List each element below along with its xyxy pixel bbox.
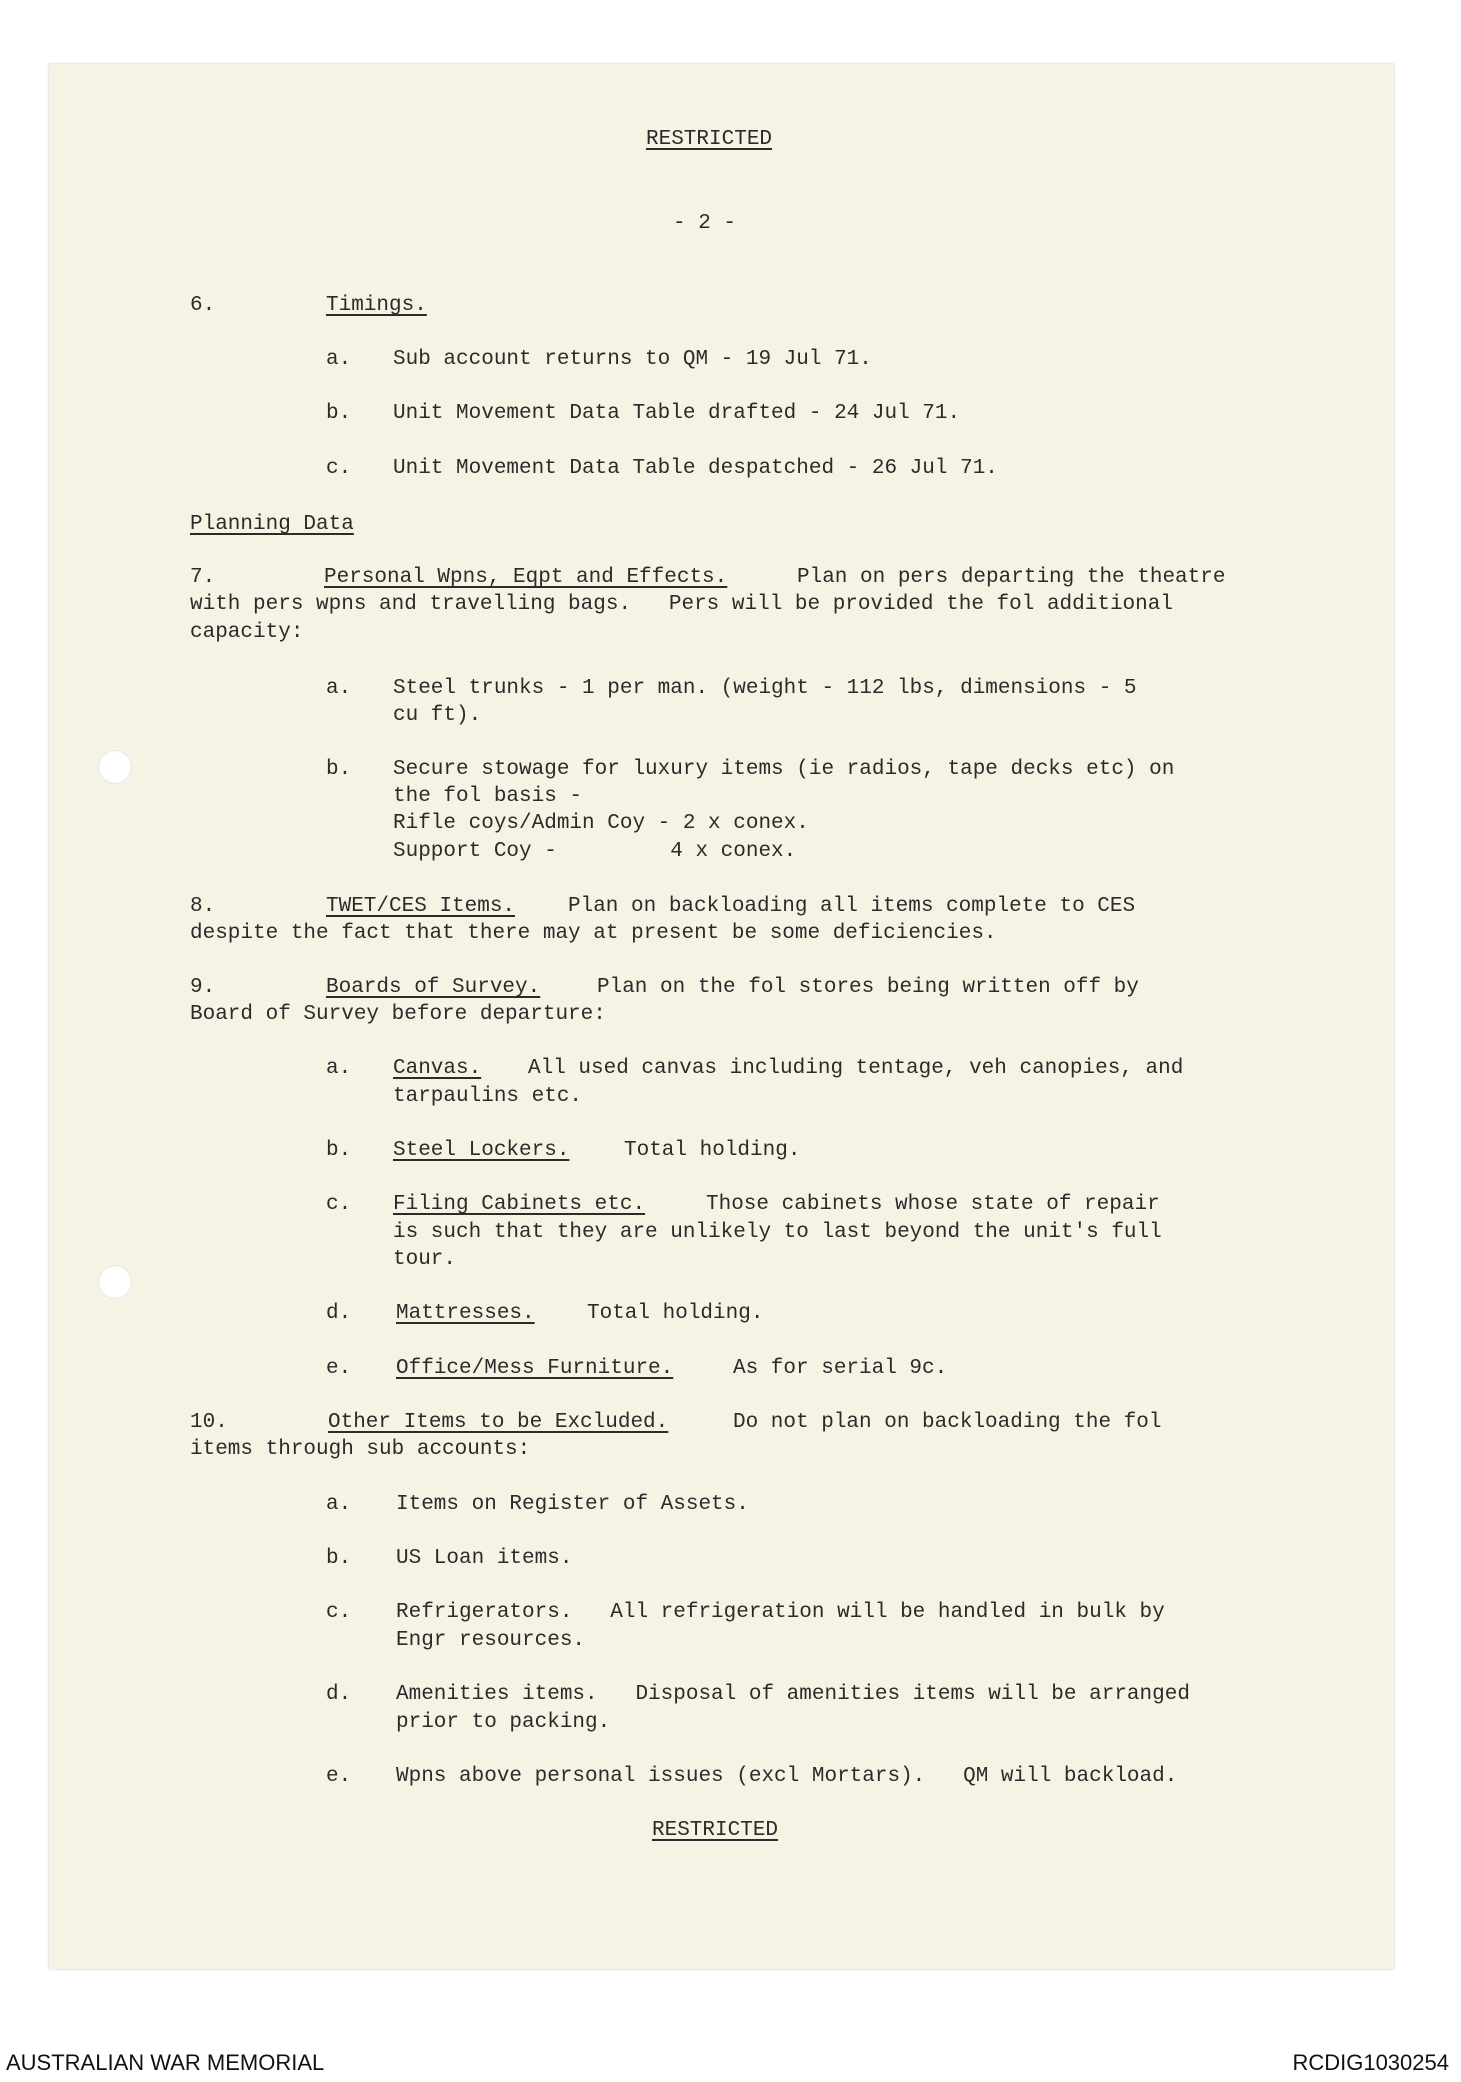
archive-id: RCDIG1030254 [1292,2050,1449,2075]
section-10c-line2: Engr resources. [396,1629,586,1652]
section-10c-letter: c. [326,1601,352,1624]
page-number: - 2 - [673,212,737,235]
classification-footer: RESTRICTED [652,1819,779,1842]
section-7-line1: Plan on pers departing the theatre [797,566,1226,589]
section-9a-line1: All used canvas including tentage, veh canopies, and [528,1057,1184,1080]
section-10d-line1: Amenities items. Disposal of amenities items will be arranged [396,1683,1190,1706]
section-7-line3: capacity: [190,621,304,644]
classification-header: RESTRICTED [646,128,773,151]
section-10d-line2: prior to packing. [396,1711,611,1734]
section-6-number: 6. [190,294,216,317]
section-7b-line2: the fol basis - [393,785,583,808]
section-7b-line4: Support Coy - 4 x conex. [393,840,797,863]
section-9-number: 9. [190,976,216,999]
section-10c-line1: Refrigerators. All refrigeration will be handled in bulk by [396,1601,1165,1624]
section-9e-title: Office/Mess Furniture. [396,1357,674,1380]
section-10-line1: Do not plan on backloading the fol [733,1411,1162,1434]
section-6c-letter: c. [326,457,352,480]
section-7a-line1: Steel trunks - 1 per man. (weight - 112 lbs, dimensions - 5 [393,677,1137,700]
section-9d-title: Mattresses. [396,1302,535,1325]
section-8-line2: despite the fact that there may at present be some deficiencies. [190,922,997,945]
section-9c-letter: c. [326,1193,352,1216]
section-6-heading: Timings. [326,294,427,317]
punch-hole [98,1265,132,1299]
section-9e-line1: As for serial 9c. [733,1357,948,1380]
section-9b-line1: Total holding. [624,1139,801,1162]
section-6b-letter: b. [326,402,352,425]
section-9d-letter: d. [326,1302,352,1325]
section-10e-line1: Wpns above personal issues (excl Mortars). QM will backload. [396,1765,1178,1788]
section-10d-letter: d. [326,1683,352,1706]
section-9a-line2: tarpaulins etc. [393,1085,583,1108]
section-7-number: 7. [190,566,216,589]
section-7-line2: with pers wpns and travelling bags. Pers will be provided the fol additional [190,593,1173,616]
section-9-heading: Boards of Survey. [326,976,541,999]
section-9e-letter: e. [326,1357,352,1380]
section-7a-line2: cu ft). [393,704,482,727]
section-10b-line1: US Loan items. [396,1547,573,1570]
planning-data-heading: Planning Data [190,513,354,536]
section-8-line1: Plan on backloading all items complete to CES [568,895,1136,918]
section-8-number: 8. [190,895,216,918]
punch-hole [98,750,132,784]
section-9c-title: Filing Cabinets etc. [393,1193,646,1216]
section-6a-text: Sub account returns to QM - 19 Jul 71. [393,348,872,371]
section-9-line1: Plan on the fol stores being written off by [597,976,1139,999]
section-10-heading: Other Items to be Excluded. [328,1411,669,1434]
section-10b-letter: b. [326,1547,352,1570]
section-7b-letter: b. [326,758,352,781]
section-6a-letter: a. [326,348,352,371]
section-8-heading: TWET/CES Items. [326,895,516,918]
section-6c-text: Unit Movement Data Table despatched - 26 Jul 71. [393,457,998,480]
section-9c-line1: Those cabinets whose state of repair [706,1193,1160,1216]
section-9d-line1: Total holding. [587,1302,764,1325]
section-9a-letter: a. [326,1057,352,1080]
section-9c-line3: tour. [393,1248,457,1271]
section-9c-line2: is such that they are unlikely to last beyond the unit's full [393,1221,1162,1244]
section-9b-title: Steel Lockers. [393,1139,570,1162]
section-9a-title: Canvas. [393,1057,482,1080]
section-7b-line1: Secure stowage for luxury items (ie radios, tape decks etc) on [393,758,1175,781]
section-9-line2: Board of Survey before departure: [190,1003,606,1026]
section-10-number: 10. [190,1411,228,1434]
section-10-line2: items through sub accounts: [190,1438,531,1461]
section-9b-letter: b. [326,1139,352,1162]
section-10a-letter: a. [326,1493,352,1516]
section-6b-text: Unit Movement Data Table drafted - 24 Jul 71. [393,402,961,425]
section-10e-letter: e. [326,1765,352,1788]
section-7b-line3: Rifle coys/Admin Coy - 2 x conex. [393,812,809,835]
section-7-heading: Personal Wpns, Eqpt and Effects. [324,566,728,589]
section-10a-line1: Items on Register of Assets. [396,1493,749,1516]
section-7a-letter: a. [326,677,352,700]
archive-credit: AUSTRALIAN WAR MEMORIAL [6,2050,325,2075]
